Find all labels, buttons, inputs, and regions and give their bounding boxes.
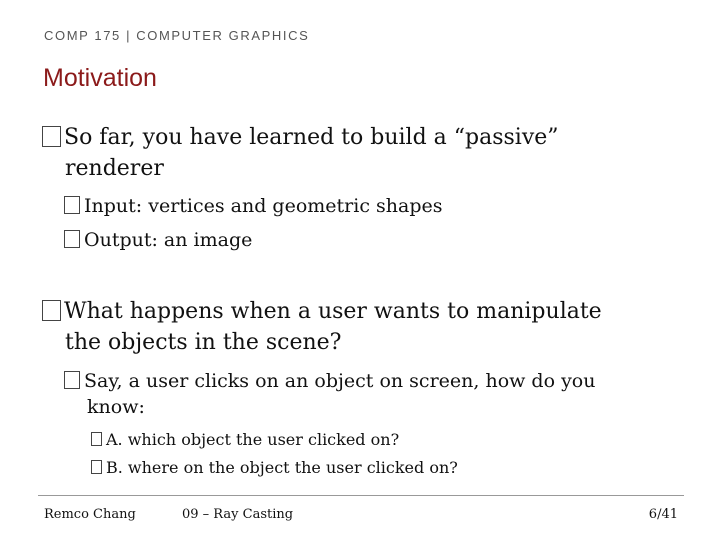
sub-bullet-2-1: [64, 368, 664, 420]
subsub-bullet-b-text: B. where on the object the user clicked on?: [106, 458, 458, 477]
bullet-2-line2: the objects in the scene?: [65, 330, 342, 355]
sub-bullet-2-1-line1: Say, a user clicks on an object on screen, how do you: [84, 370, 596, 392]
footer-lecture: 09 – Ray Casting: [182, 507, 294, 522]
bullet-box-icon: [91, 460, 102, 474]
bullet-1-line1: So far, you have learned to build a “passive”: [64, 125, 559, 150]
sub-bullet-2-1-line2: know:: [87, 396, 145, 418]
bullet-box-icon: [42, 300, 61, 321]
sub-bullet-1-1: [64, 193, 664, 219]
bullet-box-icon: [64, 196, 80, 214]
footer-author: Remco Chang: [44, 507, 136, 522]
bullet-2-line1: What happens when a user wants to manipulate: [64, 299, 602, 324]
subsub-bullet-b: [91, 457, 651, 479]
sub-bullet-1-2-text: Output: an image: [84, 229, 253, 251]
bullet-box-icon: [42, 126, 61, 147]
sub-bullet-1-1-text: Input: vertices and geometric shapes: [84, 195, 443, 217]
slide-title: Motivation: [43, 64, 157, 92]
footer-page-number: 6/41: [648, 507, 678, 522]
bullet-box-icon: [91, 432, 102, 446]
bullet-1-line2: renderer: [65, 156, 164, 181]
bullet-2: [42, 296, 662, 358]
bullet-box-icon: [64, 371, 80, 389]
bullet-1: [42, 122, 662, 184]
bullet-box-icon: [64, 230, 80, 248]
sub-bullet-1-2: [64, 227, 664, 253]
footer-divider: [38, 495, 684, 496]
subsub-bullet-a: [91, 429, 651, 451]
course-header: COMP 175 | COMPUTER GRAPHICS: [44, 28, 310, 43]
subsub-bullet-a-text: A. which object the user clicked on?: [106, 430, 400, 449]
